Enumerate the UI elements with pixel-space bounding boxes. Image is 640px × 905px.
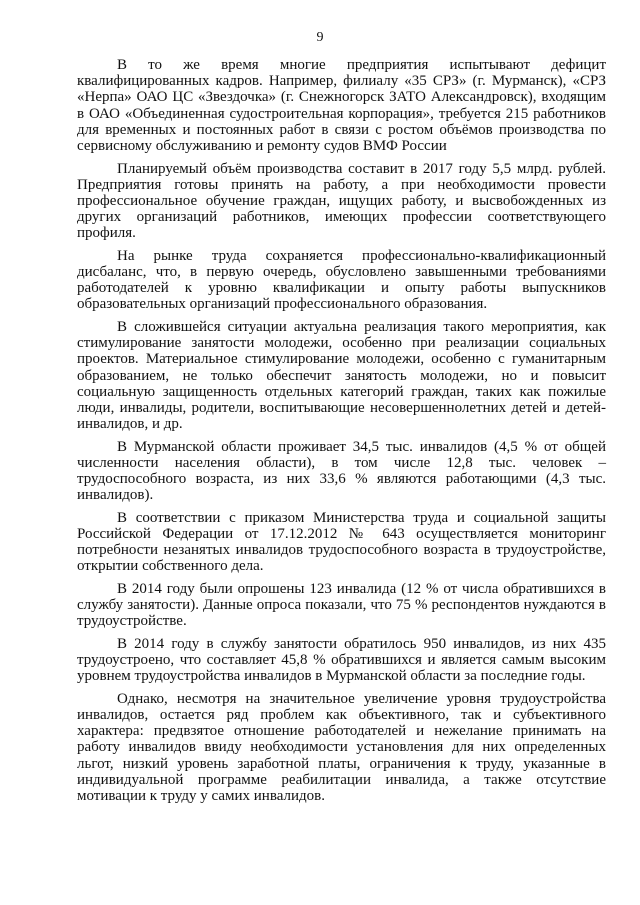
paragraph: В Мурманской области проживает 34,5 тыс. инвалидов (4,5 % от общей численности населения области), в том числе 12,8 тыс. человек – трудоспособного возраста, из них 33,6 % являются работающими (4,3 тыс. инвалидов). xyxy=(77,438,606,504)
paragraph: На рынке труда сохраняется профессионально-квалификационный дисбаланс, что, в первую очередь, обусловлено завышенными требованиями работодателей к уровню квалификации и опыту работы выпускников образовательных организаций профессионального образования. xyxy=(77,247,606,313)
paragraph: Однако, несмотря на значительное увеличение уровня трудоустройства инвалидов, остается ряд проблем как объективного, так и субъективного характера: предвзятое отношение работодателей и нежелание принимать на работу инвалидов ввиду необходимости установления для них определенных льгот, низкий уровень заработной платы, ограничения к труду, указанные в индивидуальной программе реабилитации инвалида, а также отсутствие мотивации к труду у самих инвалидов. xyxy=(77,690,606,804)
paragraph: В 2014 году в службу занятости обратилось 950 инвалидов, из них 435 трудоустроено, что составляет 45,8 % обратившихся и является самым высоким уровнем трудоустройства инвалидов в Мурманской области за последние годы. xyxy=(77,635,606,685)
paragraph: Планируемый объём производства составит в 2017 году 5,5 млрд. рублей. Предприятия готовы принять на работу, а при необходимости провести профессиональное обучение граждан, ищущих работу, и высвобожденных из других организаций работников, имеющих профессии соответствующего профиля. xyxy=(77,160,606,242)
document-body xyxy=(77,57,606,810)
paragraph: В 2014 году были опрошены 123 инвалида (12 % от числа обратившихся в службу занятости). Данные опроса показали, что 75 % респондентов нуждаются в трудоустройстве. xyxy=(77,580,606,630)
paragraph: В соответствии с приказом Министерства труда и социальной защиты Российской Федерации от 17.12.2012 № 643 осуществляется мониторинг потребности незанятых инвалидов трудоспособного возраста в трудоустройстве, открытии собственного дела. xyxy=(77,509,606,575)
paragraph: В то же время многие предприятия испытывают дефицит квалифицированных кадров. Например, филиалу «35 СРЗ» (г. Мурманск), «СРЗ «Нерпа» ОАО ЦС «Звездочка» (г. Снежногорск ЗАТО Александровск), входящим в ОАО «Объединенная судостроительная корпорация», требуется 215 работников для временных и постоянных работ в связи с ростом объёмов производства по сервисному обслуживанию и ремонту судов ВМФ России xyxy=(77,57,606,155)
paragraph: В сложившейся ситуации актуальна реализация такого мероприятия, как стимулирование занятости молодежи, особенно при реализации социальных проектов. Материальное стимулирование молодежи, особенно с гуманитарным образованием, не только обеспечит занятость молодежи, но и повысит социальную защищенность отдельных категорий граждан, таких как пожилые люди, инвалиды, родители, воспитывающие несовершеннолетних детей и детей-инвалидов, и др. xyxy=(77,318,606,433)
page-number: 9 xyxy=(316,30,324,45)
